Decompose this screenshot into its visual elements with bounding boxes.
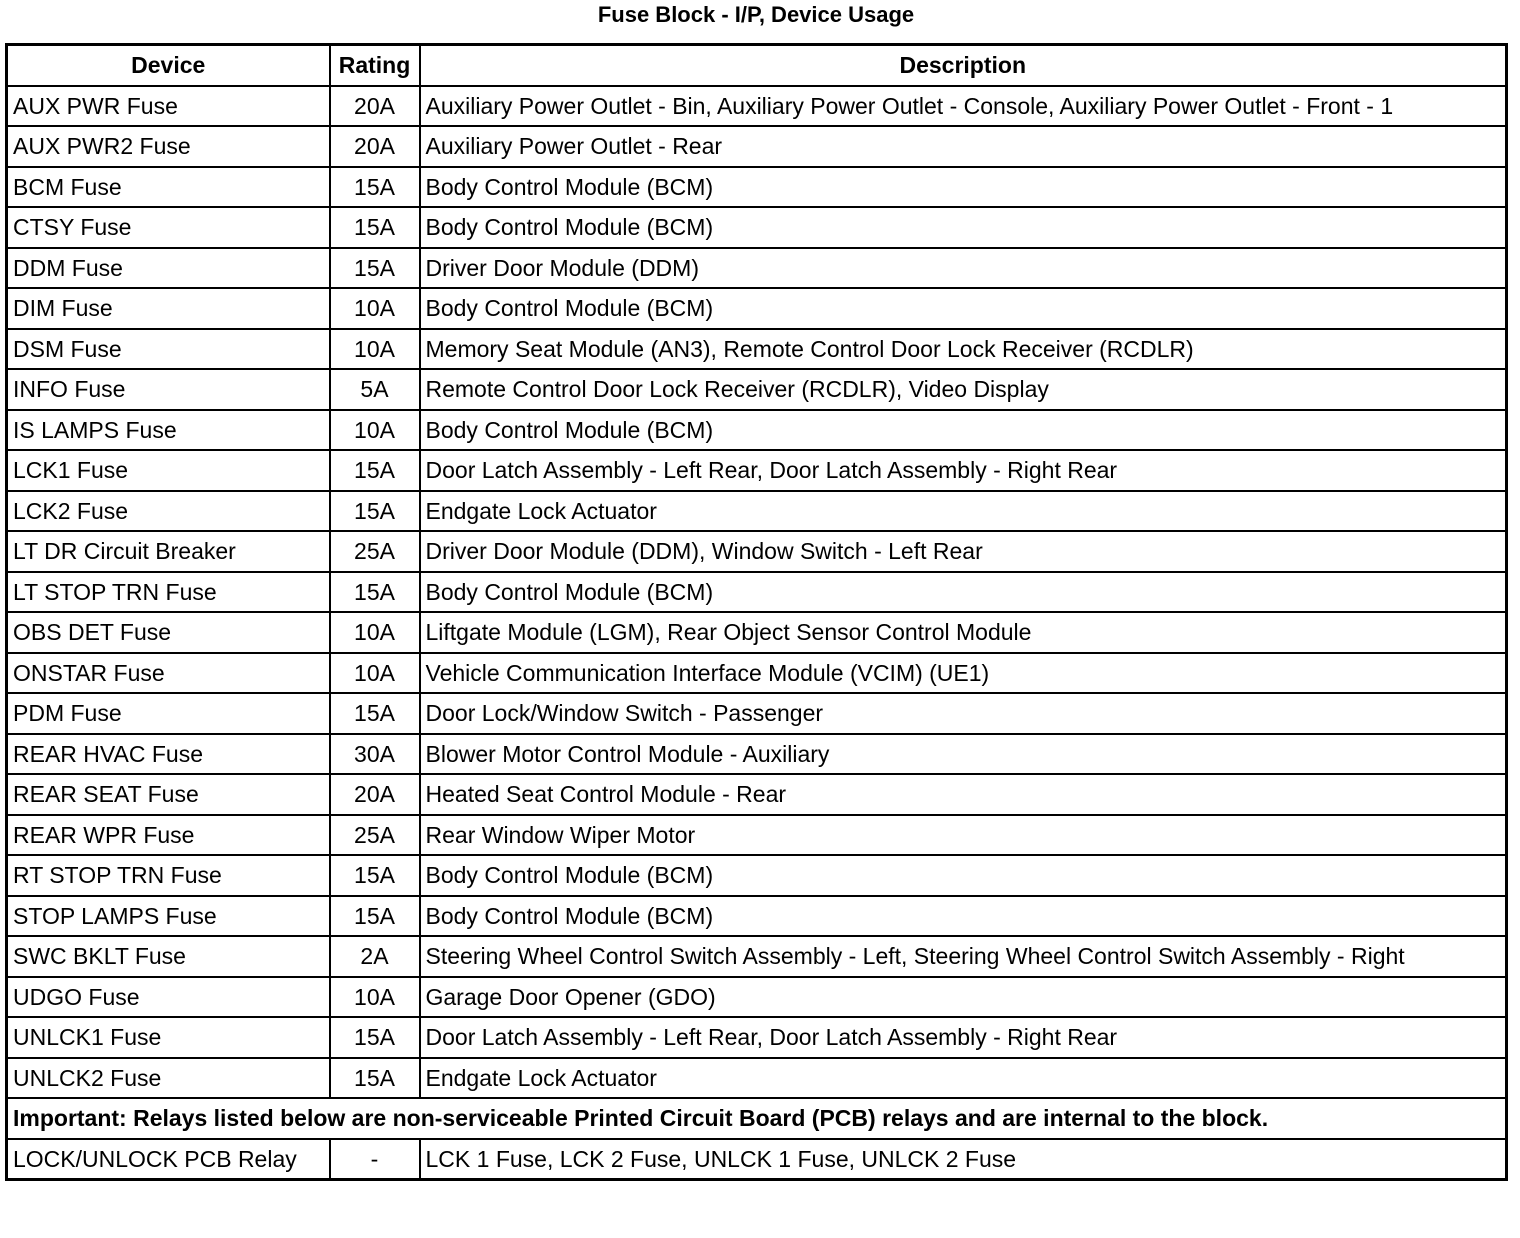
device-cell: UNLCK2 Fuse — [7, 1058, 330, 1099]
table-row — [7, 815, 1507, 856]
table-header-row — [7, 45, 1507, 86]
rating-cell: 15A — [330, 1058, 420, 1099]
table-row — [7, 896, 1507, 937]
table-row — [7, 653, 1507, 694]
table-row — [7, 410, 1507, 451]
device-cell: AUX PWR2 Fuse — [7, 126, 330, 167]
rating-cell: 5A — [330, 369, 420, 410]
rating-cell: 10A — [330, 329, 420, 370]
table-row — [7, 774, 1507, 815]
note-row — [7, 1098, 1507, 1139]
rating-cell: 15A — [330, 207, 420, 248]
rating-cell: - — [330, 1139, 420, 1180]
rating-cell: 15A — [330, 855, 420, 896]
device-cell: UDGO Fuse — [7, 977, 330, 1018]
table-row — [7, 167, 1507, 208]
rating-cell: 2A — [330, 936, 420, 977]
device-cell: REAR HVAC Fuse — [7, 734, 330, 775]
device-cell: AUX PWR Fuse — [7, 86, 330, 127]
description-cell: Driver Door Module (DDM), Window Switch - Left Rear — [420, 531, 1507, 572]
table-row — [7, 734, 1507, 775]
description-cell: Auxiliary Power Outlet - Rear — [420, 126, 1507, 167]
description-cell: Memory Seat Module (AN3), Remote Control Door Lock Receiver (RCDLR) — [420, 329, 1507, 370]
table-row — [7, 855, 1507, 896]
description-cell: Rear Window Wiper Motor — [420, 815, 1507, 856]
header-device: Device — [7, 45, 330, 86]
rating-cell: 15A — [330, 167, 420, 208]
rating-cell: 15A — [330, 450, 420, 491]
table-row — [7, 1058, 1507, 1099]
rating-cell: 10A — [330, 977, 420, 1018]
description-cell: Vehicle Communication Interface Module (VCIM) (UE1) — [420, 653, 1507, 694]
description-cell: Door Latch Assembly - Left Rear, Door Latch Assembly - Right Rear — [420, 1017, 1507, 1058]
table-row — [7, 126, 1507, 167]
description-cell: Blower Motor Control Module - Auxiliary — [420, 734, 1507, 775]
table-row — [7, 612, 1507, 653]
description-cell: Endgate Lock Actuator — [420, 491, 1507, 532]
rating-cell: 15A — [330, 693, 420, 734]
device-cell: IS LAMPS Fuse — [7, 410, 330, 451]
relay-row — [7, 1139, 1507, 1180]
device-cell: PDM Fuse — [7, 693, 330, 734]
table-row — [7, 977, 1507, 1018]
description-cell: Body Control Module (BCM) — [420, 288, 1507, 329]
relay-rows — [7, 1139, 1507, 1180]
table-row — [7, 936, 1507, 977]
description-cell: Body Control Module (BCM) — [420, 572, 1507, 613]
rating-cell: 10A — [330, 410, 420, 451]
description-cell: Heated Seat Control Module - Rear — [420, 774, 1507, 815]
table-row — [7, 329, 1507, 370]
table-row — [7, 86, 1507, 127]
rating-cell: 15A — [330, 896, 420, 937]
rating-cell: 25A — [330, 815, 420, 856]
table-row — [7, 531, 1507, 572]
table-row — [7, 207, 1507, 248]
header-rating: Rating — [330, 45, 420, 86]
rating-cell: 15A — [330, 491, 420, 532]
description-cell: Door Lock/Window Switch - Passenger — [420, 693, 1507, 734]
table-row — [7, 572, 1507, 613]
device-cell: STOP LAMPS Fuse — [7, 896, 330, 937]
device-cell: ONSTAR Fuse — [7, 653, 330, 694]
description-cell: Body Control Module (BCM) — [420, 207, 1507, 248]
device-cell: INFO Fuse — [7, 369, 330, 410]
table-row — [7, 693, 1507, 734]
description-cell: Steering Wheel Control Switch Assembly - Left, Steering Wheel Control Switch Assembly - Right — [420, 936, 1507, 977]
device-cell: OBS DET Fuse — [7, 612, 330, 653]
device-cell: DSM Fuse — [7, 329, 330, 370]
description-cell: Body Control Module (BCM) — [420, 410, 1507, 451]
device-cell: RT STOP TRN Fuse — [7, 855, 330, 896]
table-row — [7, 1017, 1507, 1058]
page-title: Fuse Block - I/P, Device Usage — [597, 2, 915, 27]
rating-cell: 20A — [330, 774, 420, 815]
description-cell: Liftgate Module (LGM), Rear Object Sensor Control Module — [420, 612, 1507, 653]
device-cell: LT DR Circuit Breaker — [7, 531, 330, 572]
device-cell: SWC BKLT Fuse — [7, 936, 330, 977]
table-row — [7, 450, 1507, 491]
description-cell: LCK 1 Fuse, LCK 2 Fuse, UNLCK 1 Fuse, UNLCK 2 Fuse — [420, 1139, 1507, 1180]
description-cell: Body Control Module (BCM) — [420, 167, 1507, 208]
table-row — [7, 248, 1507, 289]
description-cell: Body Control Module (BCM) — [420, 855, 1507, 896]
rating-cell: 30A — [330, 734, 420, 775]
device-cell: LT STOP TRN Fuse — [7, 572, 330, 613]
table-row — [7, 369, 1507, 410]
device-cell: BCM Fuse — [7, 167, 330, 208]
description-cell: Endgate Lock Actuator — [420, 1058, 1507, 1099]
table-row — [7, 288, 1507, 329]
device-cell: REAR WPR Fuse — [7, 815, 330, 856]
device-cell: UNLCK1 Fuse — [7, 1017, 330, 1058]
fuse-device-table — [5, 43, 1508, 1181]
table-row — [7, 491, 1507, 532]
rating-cell: 25A — [330, 531, 420, 572]
device-cell: REAR SEAT Fuse — [7, 774, 330, 815]
fuse-rows — [7, 86, 1507, 1099]
header-description: Description — [420, 45, 1507, 86]
rating-cell: 20A — [330, 86, 420, 127]
important-note: Important: Relays listed below are non-serviceable Printed Circuit Board (PCB) relays and are internal to the block. — [7, 1098, 1507, 1139]
rating-cell: 10A — [330, 653, 420, 694]
device-cell: LCK2 Fuse — [7, 491, 330, 532]
description-cell: Door Latch Assembly - Left Rear, Door Latch Assembly - Right Rear — [420, 450, 1507, 491]
rating-cell: 10A — [330, 612, 420, 653]
description-cell: Auxiliary Power Outlet - Bin, Auxiliary Power Outlet - Console, Auxiliary Power Outlet - Front - 1 — [420, 86, 1507, 127]
description-cell: Remote Control Door Lock Receiver (RCDLR), Video Display — [420, 369, 1507, 410]
device-cell: DDM Fuse — [7, 248, 330, 289]
rating-cell: 15A — [330, 572, 420, 613]
description-cell: Body Control Module (BCM) — [420, 896, 1507, 937]
device-cell: CTSY Fuse — [7, 207, 330, 248]
rating-cell: 10A — [330, 288, 420, 329]
rating-cell: 15A — [330, 248, 420, 289]
device-cell: DIM Fuse — [7, 288, 330, 329]
device-cell: LOCK/UNLOCK PCB Relay — [7, 1139, 330, 1180]
device-cell: LCK1 Fuse — [7, 450, 330, 491]
rating-cell: 15A — [330, 1017, 420, 1058]
rating-cell: 20A — [330, 126, 420, 167]
description-cell: Garage Door Opener (GDO) — [420, 977, 1507, 1018]
description-cell: Driver Door Module (DDM) — [420, 248, 1507, 289]
